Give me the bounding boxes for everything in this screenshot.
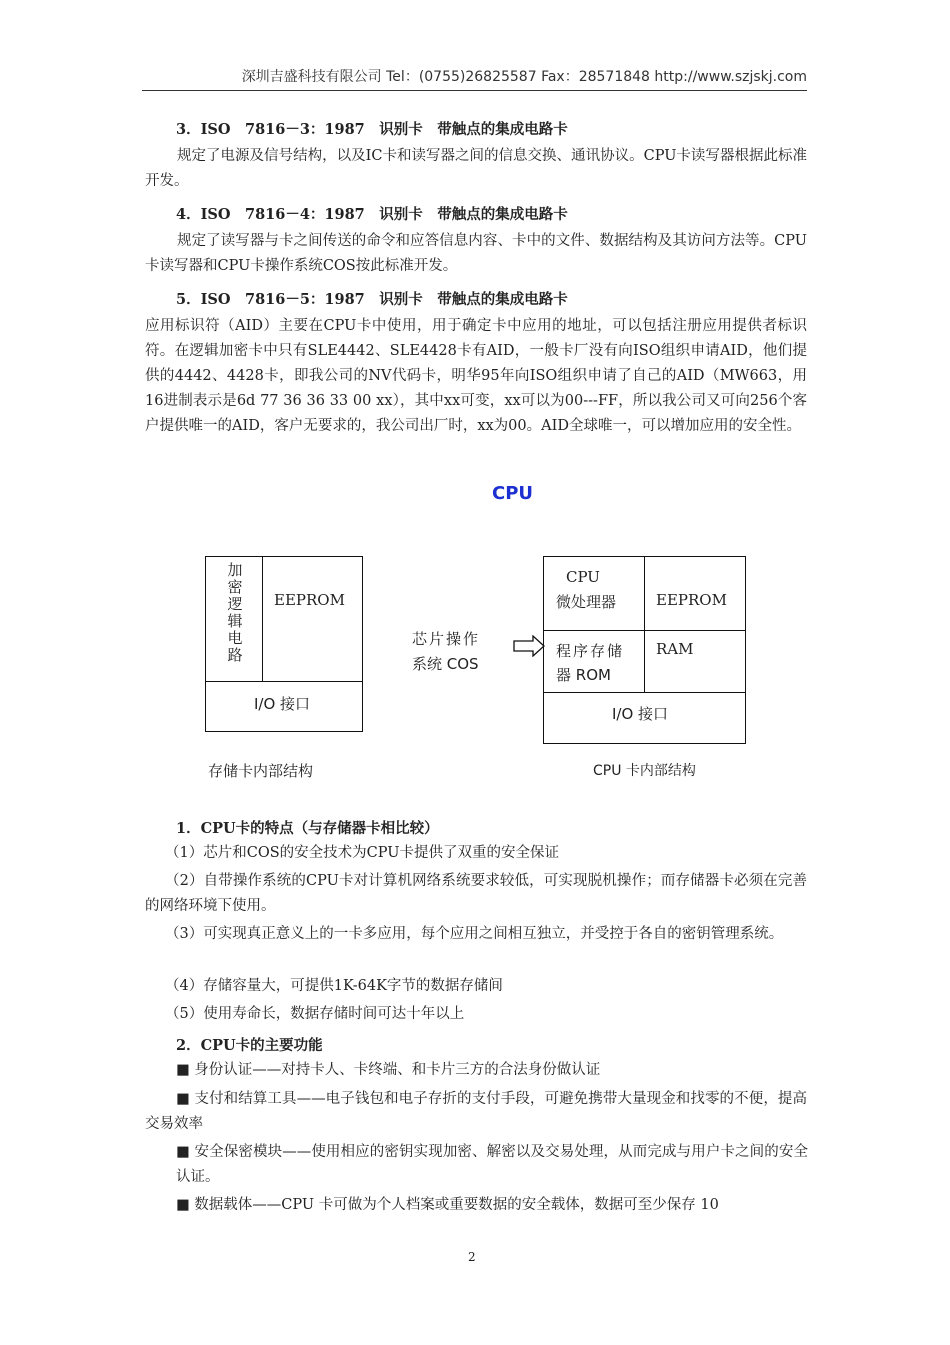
features-title: 1．CPU卡的特点（与存储器卡相比较） bbox=[176, 820, 439, 837]
cpu-card-caption: CPU 卡内部结构 bbox=[593, 763, 696, 779]
encrypt-logic-label: 加密逻辑电路 bbox=[227, 561, 243, 664]
section-3-title: 3．ISO 7816－3：1987 识别卡 带触点的集成电路卡 bbox=[176, 121, 568, 138]
rom-label-line1: 程序存储 bbox=[556, 642, 625, 660]
section-5-title: 5．ISO 7816－5：1987 识别卡 带触点的集成电路卡 bbox=[176, 291, 568, 308]
cpu-label-line2: 微处理器 bbox=[556, 593, 617, 611]
cos-label-line1: 芯片操作 bbox=[412, 630, 481, 648]
cpu-card-vdivider bbox=[644, 556, 645, 693]
function-item-3: ■ 安全保密模块——使用相应的密钥实现加密、解密以及交易处理，从而完成与用户卡之间的安全认证。 bbox=[176, 1144, 808, 1185]
feature-item-3: （3）可实现真正意义上的一卡多应用，每个应用之间相互独立，并受控于各自的密钥管理系统。 bbox=[165, 926, 784, 942]
diagram-title: CPU bbox=[492, 483, 534, 504]
cpu-eeprom-label: EEPROM bbox=[656, 591, 727, 609]
storage-eeprom-label: EEPROM bbox=[274, 591, 345, 609]
storage-divider bbox=[205, 681, 363, 682]
functions-title: 2．CPU卡的主要功能 bbox=[176, 1037, 323, 1054]
section-3-body: 规定了电源及信号结构，以及IC卡和读写器之间的信息交换、通讯协议。CPU卡读写器根据此标准开发。 bbox=[145, 148, 807, 189]
feature-item-1: （1）芯片和COS的安全技术为CPU卡提供了双重的安全保证 bbox=[165, 845, 559, 861]
feature-item-2: （2）自带操作系统的CPU卡对计算机网络系统要求较低，可实现脱机操作；而存储器卡必须在完善的网络环境下使用。 bbox=[145, 873, 807, 914]
cpu-label-line1: CPU bbox=[566, 568, 600, 586]
section-5-body: 应用标识符（AID）主要在CPU卡中使用，用于确定卡中应用的地址，可以包括注册应用提供者标识符。在逻辑加密卡中只有SLE4442、SLE4428卡有AID，一般卡厂没有向ISO组织申请AID，他们提供的4442、4428卡，即我公司的NV代码卡，明华95年向ISO组织申请了自己的AID（MW663，用16进制表示是6d 77 36 36 33 00 xx），其中xx可变，xx可以为00---FF，所以我公司又可向256个客户提供唯一的AID，客户无要求的，我公司出厂时，xx为00。AID全球唯一，可以增加应用的安全性。 bbox=[145, 318, 807, 434]
storage-io-label: I/O 接口 bbox=[254, 695, 311, 713]
cos-label-line2: 系统 COS bbox=[412, 655, 479, 673]
right-arrow-icon bbox=[513, 635, 545, 657]
cpu-card-hdivider-1 bbox=[543, 630, 746, 631]
page-number: 2 bbox=[468, 1250, 476, 1264]
function-item-1: ■ 身份认证——对持卡人、卡终端、和卡片三方的合法身份做认证 bbox=[176, 1062, 601, 1078]
feature-item-5: （5）使用寿命长，数据存储时间可达十年以上 bbox=[165, 1006, 465, 1022]
feature-item-4: （4）存储容量大，可提供1K-64K字节的数据存储间 bbox=[165, 978, 503, 994]
function-item-4: ■ 数据载体——CPU 卡可做为个人档案或重要数据的安全载体，数据可至少保存 10 bbox=[176, 1197, 719, 1213]
cpu-io-label: I/O 接口 bbox=[612, 705, 669, 723]
page-header: 深圳吉盛科技有限公司 Tel：(0755)26825587 Fax：28571848 http://www.szjskj.com bbox=[142, 66, 807, 91]
ram-label: RAM bbox=[656, 640, 694, 658]
storage-card-caption: 存储卡内部结构 bbox=[208, 762, 314, 780]
function-item-2: ■ 支付和结算工具——电子钱包和电子存折的支付手段，可避免携带大量现金和找零的不便，提高交易效率 bbox=[145, 1091, 807, 1132]
rom-label-line2: 器 ROM bbox=[556, 666, 611, 684]
section-4-body: 规定了读写器与卡之间传送的命令和应答信息内容、卡中的文件、数据结构及其访问方法等。CPU卡读写器和CPU卡操作系统COS按此标准开发。 bbox=[145, 233, 807, 274]
section-4-title: 4．ISO 7816－4：1987 识别卡 带触点的集成电路卡 bbox=[176, 206, 568, 223]
cpu-card-hdivider-2 bbox=[543, 692, 746, 693]
